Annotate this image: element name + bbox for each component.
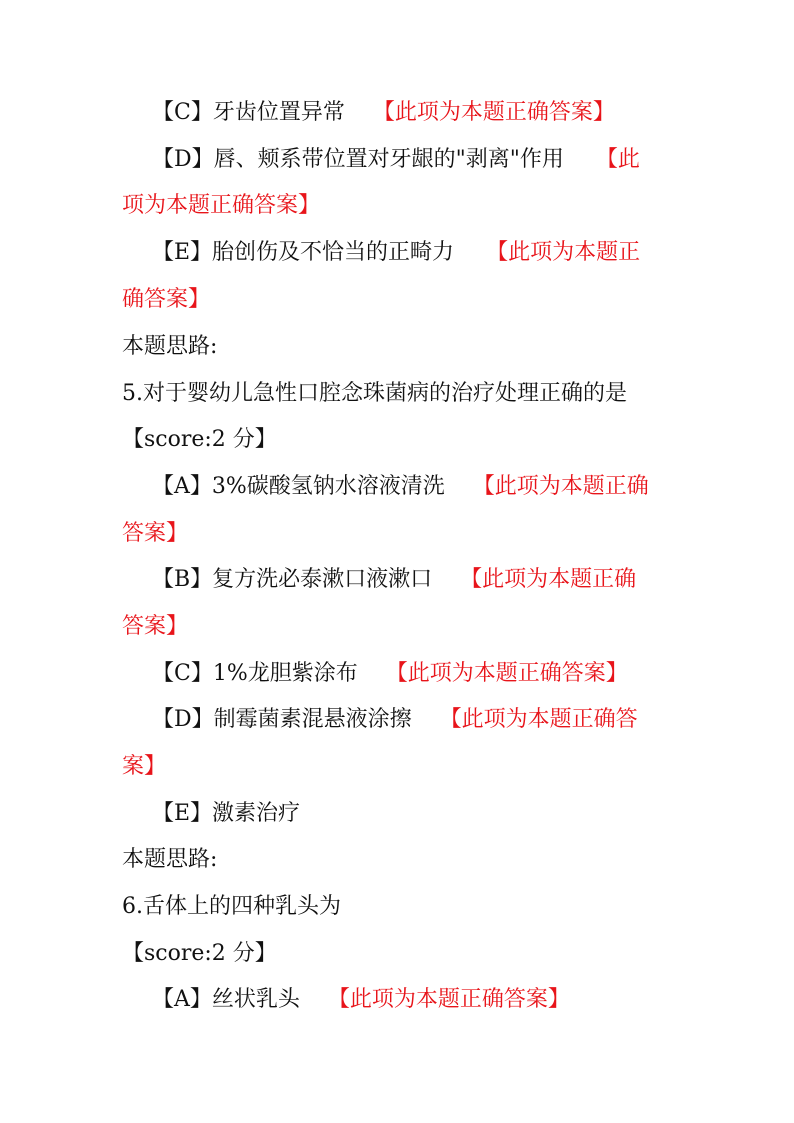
q4-option-e (152, 238, 712, 268)
q4-option-e-continued (122, 285, 682, 315)
correct-answer-tag: 【此项为本题正确答案】 (385, 661, 628, 686)
option-text: 【A】丝状乳头 (152, 987, 300, 1012)
q5-score: 【score:2 分】 (122, 427, 277, 452)
correct-answer-tag-part2: 答案】 (122, 614, 189, 639)
option-text: 【E】胎创伤及不恰当的正畸力 (152, 240, 455, 265)
q4-option-d (152, 145, 712, 175)
correct-answer-tag-part1: 【此项为本题正确 (460, 567, 637, 592)
option-text: 【B】复方洗必泰漱口液漱口 (152, 567, 433, 592)
option-text: 【D】唇、颊系带位置对牙龈的"剥离"作用 (152, 147, 564, 172)
option-text: 【D】制霉菌素混悬液涂擦 (152, 707, 412, 732)
q4-thinking-label: 本题思路: (122, 334, 218, 359)
q6-score: 【score:2 分】 (122, 941, 277, 966)
q4-option-d-continued (122, 191, 682, 221)
correct-answer-tag: 【此项为本题正确答案】 (372, 100, 615, 125)
correct-answer-tag-part1: 【此项为本题正确答 (439, 707, 638, 732)
correct-answer-tag-part1: 【此项为本题正确 (472, 474, 649, 499)
option-text: 【C】1%龙胆紫涂布 (152, 661, 358, 686)
q5-option-a (152, 472, 712, 502)
option-text: 【C】牙齿位置异常 (152, 100, 345, 125)
q5-option-a-continued (122, 519, 682, 549)
correct-answer-tag-part2: 答案】 (122, 521, 189, 546)
option-text: 【A】3%碳酸氢钠水溶液清洗 (152, 474, 445, 499)
q5-option-c (152, 659, 712, 689)
q4-option-c (152, 98, 712, 128)
correct-answer-tag: 【此项为本题正确答案】 (327, 987, 570, 1012)
q5-option-e (152, 799, 712, 829)
correct-answer-tag-part1: 【此 (595, 147, 640, 172)
correct-answer-tag-part1: 【此项为本题正 (486, 240, 641, 265)
correct-answer-tag-part2: 确答案】 (122, 287, 211, 312)
correct-answer-tag-part2: 项为本题正确答案】 (122, 193, 321, 218)
q5-option-d (152, 705, 712, 735)
q6-option-a (152, 985, 712, 1015)
q5-option-d-continued (122, 752, 682, 782)
q5-stem: 5.对于婴幼儿急性口腔念珠菌病的治疗处理正确的是 (122, 381, 627, 406)
option-text: 【E】激素治疗 (152, 801, 301, 826)
correct-answer-tag-part2: 案】 (122, 754, 167, 779)
q5-option-b (152, 565, 712, 595)
q5-option-b-continued (122, 612, 682, 642)
q6-stem: 6.舌体上的四种乳头为 (122, 894, 341, 919)
q5-thinking-label: 本题思路: (122, 847, 218, 872)
